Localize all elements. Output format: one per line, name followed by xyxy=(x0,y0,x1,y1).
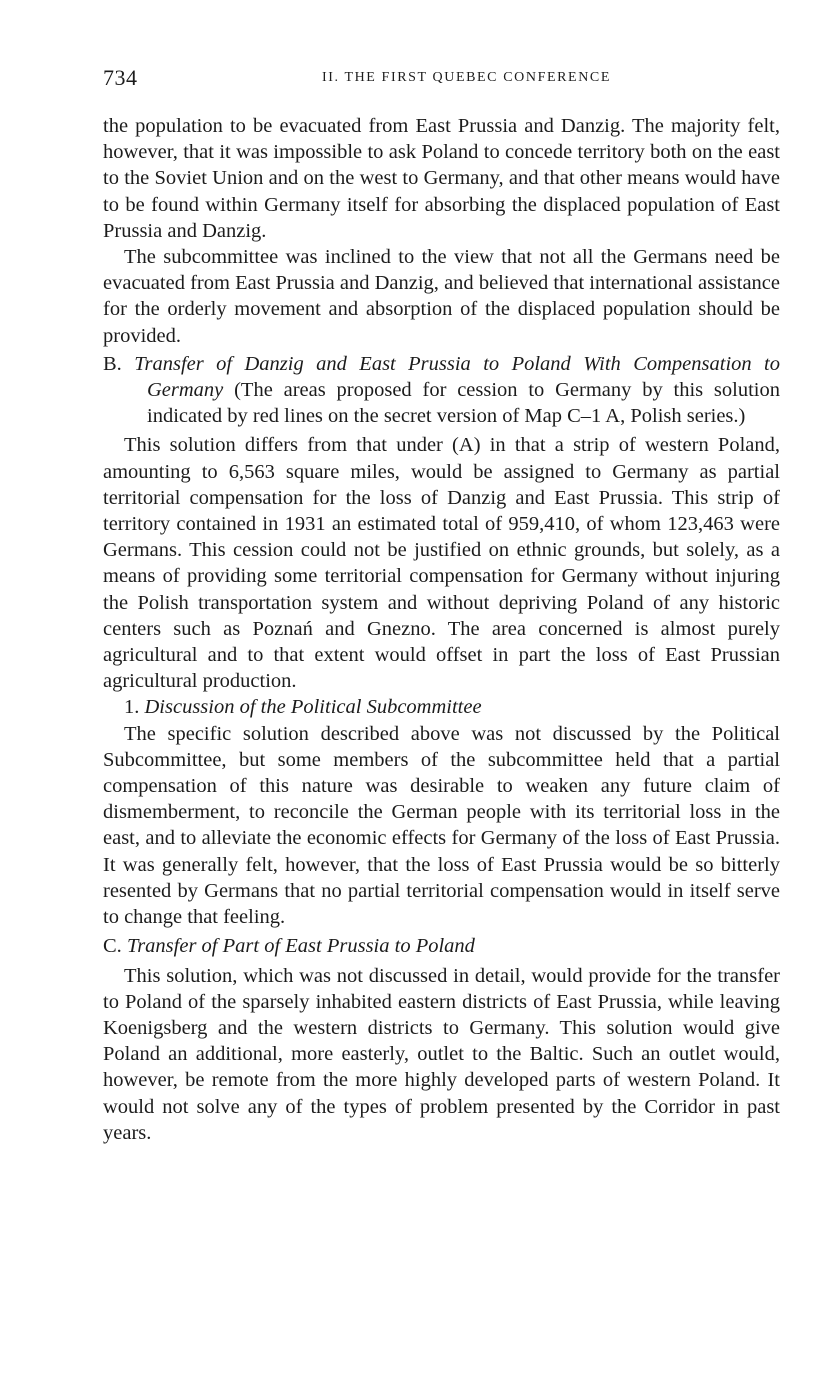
section-c-title: Transfer of Part of East Prussia to Poland xyxy=(126,935,475,958)
section-c-heading xyxy=(103,933,780,959)
page-header xyxy=(103,64,780,92)
paragraph-solution-b: This solution differs from that under (A) in that a strip of western Poland, amounting to 6,563 square miles, would be assigned to Germany as partial territorial compensation for the loss of Danzig and East Prussia. This strip of territory contained in 1931 an estimated total of 959,410, of whom 123,463 were Germans. This cession could not be justified on ethnic grounds, but solely, as a means of providing some territorial compensation for Germany without injuring the Polish transportation system and without depriving Poland of any historic centers such as Poznań and Gnezno. The area concerned is almost purely agricultural and to that extent would offset in part the loss of East Prussian agricultural production. xyxy=(103,434,780,693)
paragraph-discussion: The specific solution described above was not discussed by the Political Subcommittee, but some members of the subcommittee held that a partial compensation of this nature was desirable to weaken any future claim of dismemberment, to reconcile the German people with its territorial loss in the east, and to alleviate the economic effects for Germany of the loss of East Prussia. It was generally felt, however, that the loss of East Prussia would be so bitterly resented by Germans that no partial territorial compensation would in itself serve to change that feeling. xyxy=(103,722,780,929)
section-b-heading xyxy=(103,351,780,430)
subsection-1-label: 1. xyxy=(124,696,140,719)
page-number: 734 xyxy=(103,65,138,90)
section-b-label: B. xyxy=(103,352,122,375)
paragraph-subcommittee-view: The subcommittee was inclined to the view that not all the Germans need be evacuated from East Prussia and Danzig, and believed that international assistance for the orderly movement and absorption of the displaced population should be provided. xyxy=(103,246,780,347)
section-b-title: Transfer of Danzig and East Prussia to Poland With Compensation to Germany xyxy=(134,352,780,402)
subsection-1-title: Discussion of the Political Subcommittee xyxy=(144,696,482,719)
document-body xyxy=(103,113,780,1146)
running-title: II. THE FIRST QUEBEC CONFERENCE xyxy=(321,70,612,85)
paragraph-solution-c: This solution, which was not discussed in detail, would provide for the transfer to Poland of the sparsely inhabited eastern districts of East Prussia, while leaving Koenigsberg and the western districts to Germany. This solution would give Poland an additional, more easterly, outlet to the Baltic. Such an outlet would, however, be remote from the more highly developed parts of western Poland. It would not solve any of the types of problem presented by the Corridor in past years. xyxy=(103,964,780,1144)
subsection-1-heading xyxy=(103,694,780,720)
section-b-note: (The areas proposed for cession to Germany by this solution indicated by red lines on the secret version of Map C–1 A, Polish series.) xyxy=(147,379,781,428)
section-c-label: C. xyxy=(103,935,122,958)
paragraph-continuation: the population to be evacuated from East Prussia and Danzig. The majority felt, however, that it was impossible to ask Poland to concede territory both on the east to the Soviet Union and on the west to Germany, and that other means would have to be found within Germany itself for absorbing the displaced population of East Prussia and Danzig. xyxy=(103,115,780,242)
